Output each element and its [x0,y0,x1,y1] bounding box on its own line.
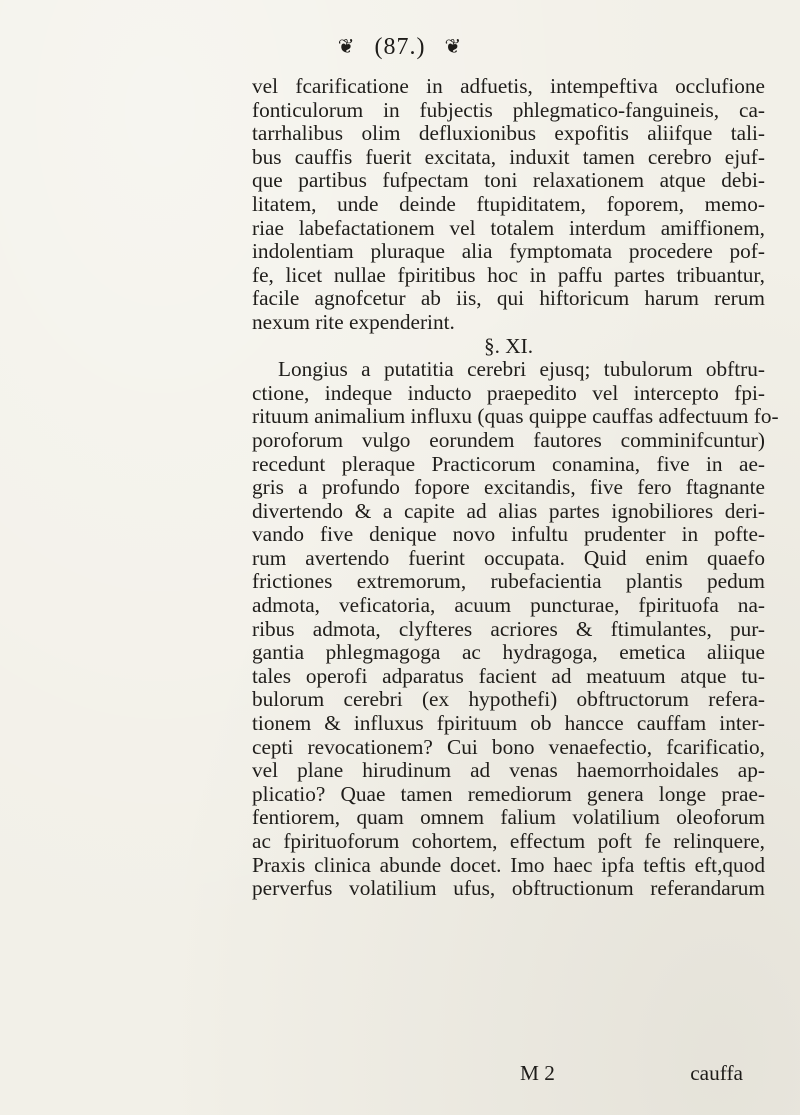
section-heading: §. XI. [483,333,534,358]
text-line: fe, licet nullae fpiritibus hoc in paffu partes tribuantur, [252,262,765,287]
page-footer [252,1061,765,1085]
text-line: tionem & influxus fpirituum ob hancce cauffam inter- [252,711,765,736]
text-line: gantia phlegmagoga ac hydragoga, emetica aliique [252,640,765,665]
text-line: Longius a putatitia cerebri ejusq; tubulorum obftru- [278,357,765,382]
text-line: que partibus fufpectam toni relaxationem atque debi- [252,168,765,193]
text-line: indolentiam pluraque alia fymptomata procedere pof- [252,239,765,264]
catchword: cauffa [690,1061,743,1085]
text-line: frictiones extremorum, rubefacientia plantis pedum [252,569,765,594]
text-line: ac fpirituoforum cohortem, effectum poft fe relinquere, [252,829,765,853]
text-line: poroforum vulgo eorundem fautores comminifcuntur) [252,427,765,452]
text-line: vel plane hirudinum ad venas haemorrhoidales ap- [252,758,765,783]
body-text [252,74,779,901]
text-line: rituum animalium influxu (quas quippe cauffas adfectuum fo- [252,404,779,429]
text-line: vel fcarificatione in adfuetis, intempeftiva occlufione [252,74,765,98]
text-line: cepti revocationem? Cui bono venaefectio, fcarificatio, [252,734,765,759]
page-number: (87.) [374,34,426,60]
text-line: fonticulorum in fubjectis phlegmatico-fanguineis, ca- [252,97,765,122]
text-line: litatem, unde deinde ftupiditatem, foporem, memo- [252,191,765,216]
text-line: bus cauffis fuerit excitata, induxit tamen cerebro ejuf- [252,144,765,169]
ornament-left-icon: ❦ [337,36,356,58]
text-line: facile agnofcetur ab iis, qui hiftoricum harum rerum [252,286,765,311]
text-line: tales operofi adparatus facient ad meatuum atque tu- [252,663,765,688]
text-line: rum avertendo fuerint occupata. Quid enim quaefo [252,545,765,570]
text-line: ctione, indeque inducto praepedito vel intercepto fpi- [252,380,765,405]
page-header [0,34,800,61]
text-line: recedunt pleraque Practicorum conamina, five in ae- [252,451,765,476]
text-line: bulorum cerebri (ex hypothefi) obftructorum refera- [252,687,765,712]
text-line: Praxis clinica abunde docet. Imo haec ipfa teftis eft,quod [252,852,765,877]
text-line: plicatio? Quae tamen remediorum genera longe prae- [252,781,765,806]
ornament-right-icon: ❦ [444,36,463,58]
text-line: admota, veficatoria, acuum puncturae, fpirituofa na- [252,593,765,618]
text-line: tarrhalibus olim defluxionibus expofitis aliifque tali- [252,121,765,146]
text-line: nexum rite expenderint. [252,309,455,334]
signature-mark: M 2 [520,1061,555,1085]
text-line: perverfus volatilium ufus, obftructionum referandarum [252,876,765,901]
text-line: ribus admota, clyfteres acriores & ftimulantes, pur- [252,616,765,641]
text-line: divertendo & a capite ad alias partes ignobiliores deri- [252,498,765,523]
text-line: fentiorem, quam omnem falium volatilium oleoforum [252,805,765,830]
text-line: vando five denique novo infultu prudenter in pofte- [252,522,765,547]
text-line: gris a profundo fopore excitandis, five fero ftagnante [252,475,765,500]
text-line: riae labefactationem vel totalem interdum amiffionem, [252,215,765,240]
